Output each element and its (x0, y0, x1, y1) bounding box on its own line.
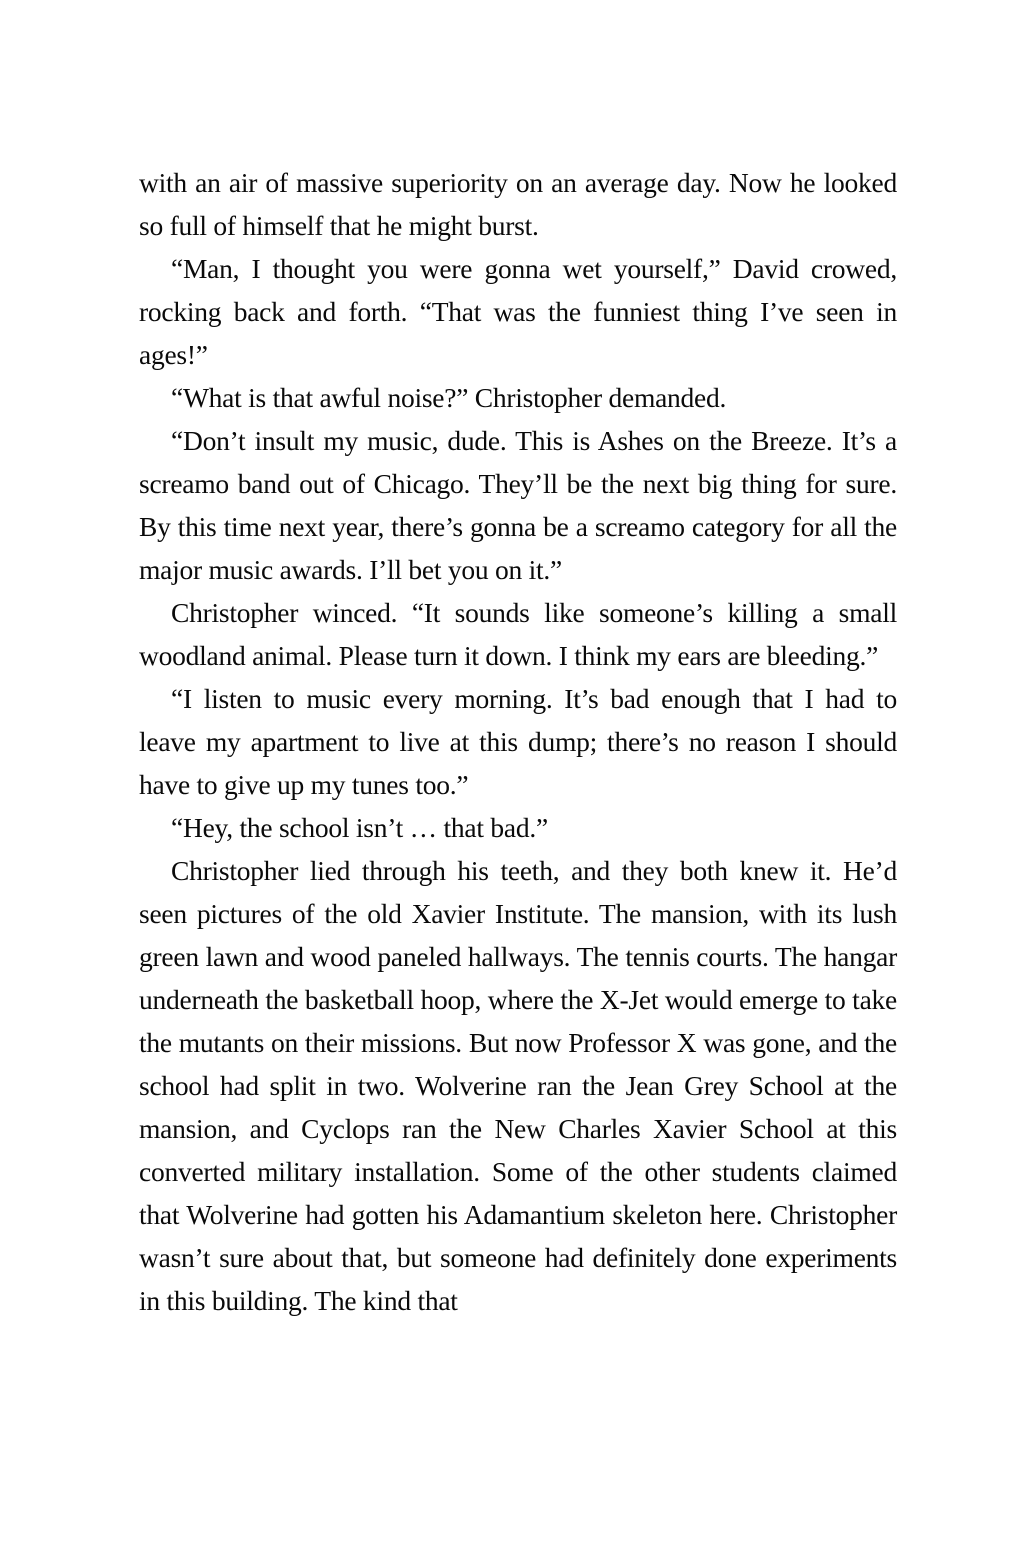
page-text (139, 161, 897, 1322)
paragraph: Christopher lied through his teeth, and they both knew it. He’d seen pictures of the old Xavier Institute. The mansion, with its lush green lawn and wood paneled hallways. The tennis courts. The hangar underneath the basketball hoop, where the X-Jet would emerge to take the mutants on their missions. But now Professor X was gone, and the school had split in two. Wolverine ran the Jean Grey School at the mansion, and Cyclops ran the New Charles Xavier School at this converted military installation. Some of the other students claimed that Wolverine had gotten his Adamantium skeleton here. Christopher wasn’t sure about that, but someone had definitely done experiments in this building. The kind that (139, 855, 897, 1316)
paragraph: Christopher winced. “It sounds like someone’s killing a small woodland animal. Please turn it down. I think my ears are bleeding.” (139, 597, 897, 671)
paragraph: “I listen to music every morning. It’s bad enough that I had to leave my apartment to live at this dump; there’s no reason I should have to give up my tunes too.” (139, 683, 897, 800)
paragraph: “Hey, the school isn’t … that bad.” (171, 812, 548, 843)
paragraph: “Man, I thought you were gonna wet yourself,” David crowed, rocking back and forth. “That was the funniest thing I’ve seen in ages!” (139, 253, 897, 370)
paragraph: “What is that awful noise?” Christopher demanded. (171, 382, 727, 413)
paragraph: with an air of massive superiority on an average day. Now he looked so full of himself that he might burst. (139, 167, 897, 241)
paragraph: “Don’t insult my music, dude. This is Ashes on the Breeze. It’s a screamo band out of Chicago. They’ll be the next big thing for sure. By this time next year, there’s gonna be a screamo category for all the major music awards. I’ll bet you on it.” (139, 425, 897, 585)
